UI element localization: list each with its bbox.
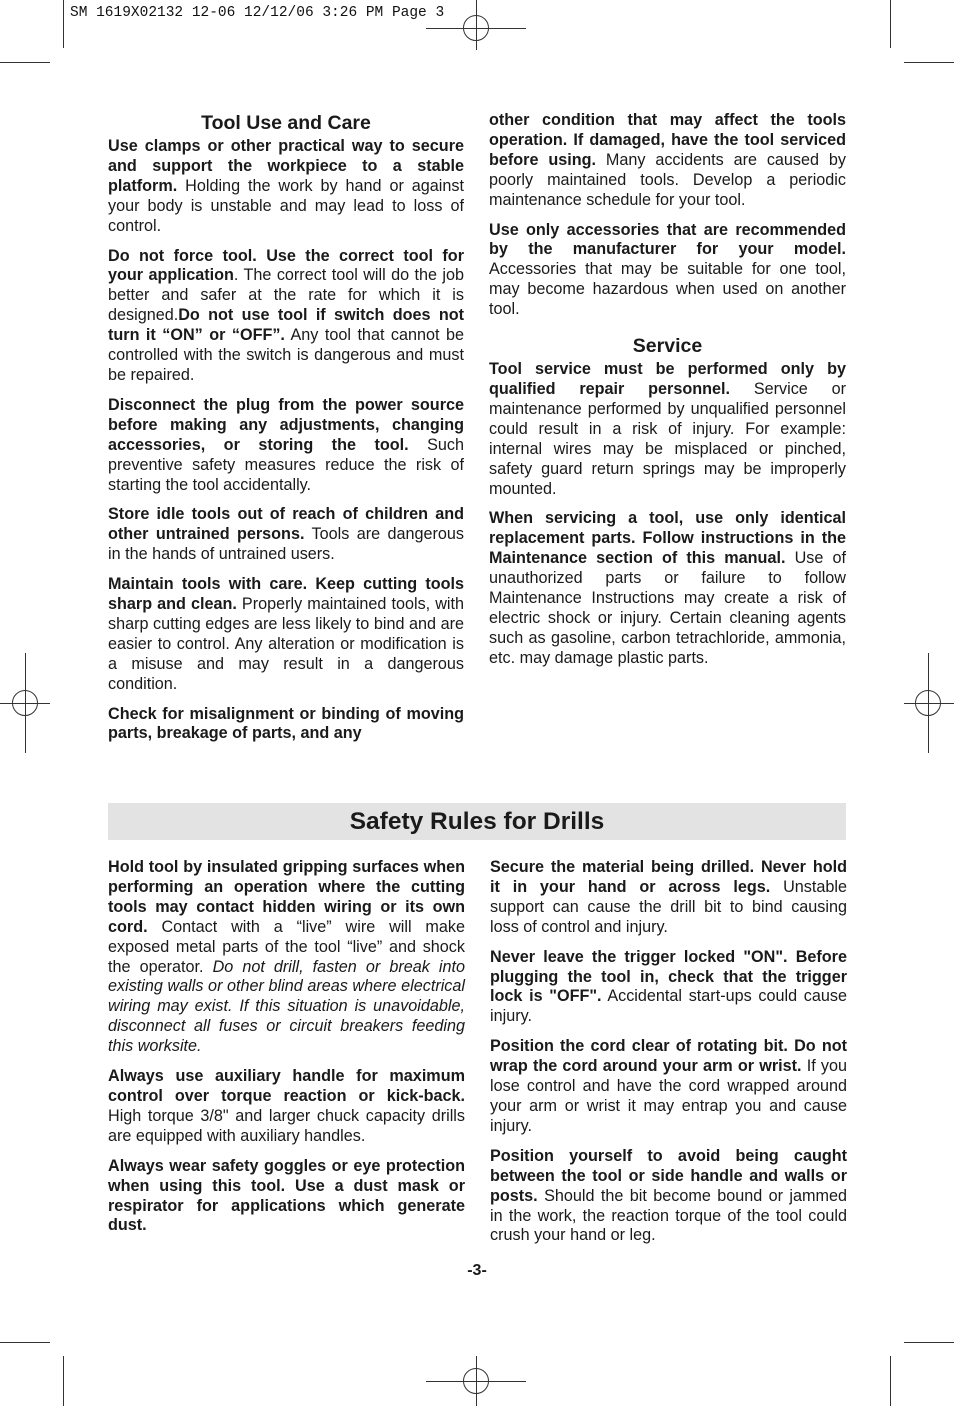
crop-mark bbox=[0, 62, 50, 63]
paragraph: other condition that may affect the tools operation. If damaged, have the tool serviced before using. Many accidents are caused by poorly maintained tools. Develop a periodic maintenance schedule for your tool. bbox=[489, 111, 846, 209]
crop-mark bbox=[63, 1356, 64, 1406]
paragraph: Position the cord clear of rotating bit. Do not wrap the cord around your arm or wrist. If you lose control and have the cord wrapped around your arm or wrist it may entrap you and cause injury. bbox=[490, 1037, 847, 1135]
paragraph: Tool service must be performed only by qualified repair personnel. Service or maintenance performed by unqualified personnel could result in a risk of injury. For example: internal wires may be misplaced or pinched, safety guard return springs may be improperly mounted. bbox=[489, 360, 846, 498]
registration-circle bbox=[463, 1368, 489, 1394]
registration-circle bbox=[12, 690, 38, 716]
paragraph: Hold tool by insulated gripping surfaces when performing an operation where the cutting tools may contact hidden wiring or its own cord. Contact with a “live” wire will make exposed metal parts of the tool “live” and shock the operator. Do not drill, fasten or break into existing walls or other blind areas where electrical wiring may exist. If this situation is unavoidable, disconnect all fuses or circuit breakers feeding this worksite. bbox=[108, 858, 465, 1056]
crop-mark bbox=[890, 0, 891, 48]
paragraph: Check for misalignment or binding of moving parts, breakage of parts, and any bbox=[108, 704, 464, 743]
paragraph: Use only accessories that are recommended by the manufacturer for your model. Accessories that may be suitable for one tool, may become hazardous when used on another tool. bbox=[489, 220, 846, 319]
registration-circle bbox=[915, 690, 941, 716]
crop-mark bbox=[890, 1356, 891, 1406]
tool-use-column bbox=[108, 111, 464, 754]
crop-mark bbox=[63, 0, 64, 48]
paragraph: Always wear safety goggles or eye protection when using this tool. Use a dust mask or respirator for applications which generate dust. bbox=[108, 1156, 465, 1235]
paragraph: Maintain tools with care. Keep cutting tools sharp and clean. Properly maintained tools, with sharp cutting edges are less likely to bind and are easier to control. Any alteration or modification is a misuse and may result in a dangerous condition. bbox=[108, 575, 465, 693]
safety-rules-banner bbox=[108, 803, 846, 840]
crop-mark bbox=[0, 1342, 50, 1343]
service-heading: Service bbox=[632, 335, 703, 358]
printer-slug: SM 1619X02132 12-06 12/12/06 3:26 PM Page 3 bbox=[70, 5, 445, 21]
paragraph: Disconnect the plug from the power source before making any adjustments, changing accessories, or storing the tool. Such preventive safety measures reduce the risk of starting the tool accidentally. bbox=[108, 395, 464, 494]
drills-left-column bbox=[108, 858, 465, 1246]
crop-mark bbox=[904, 62, 954, 63]
service-column bbox=[489, 111, 846, 679]
paragraph: Do not force tool. Use the correct tool for your application. The correct tool will do the job better and safer at the rate for which it is designed.Do not use tool if switch does not turn it “ON” or “OFF”. Any tool that cannot be controlled with the switch is dangerous and must be repaired. bbox=[108, 246, 464, 384]
paragraph: Position yourself to avoid being caught between the tool or side handle and walls or posts. Should the bit become bound or jammed in the work, the reaction torque of the tool could crush your hand or leg. bbox=[490, 1146, 847, 1245]
paragraph: Use clamps or other practical way to secure and support the workpiece to a stable platform. Holding the work by hand or against your body is unstable and may lead to loss of control. bbox=[108, 137, 464, 235]
crop-mark bbox=[904, 1342, 954, 1343]
page-number: -3- bbox=[467, 1262, 487, 1279]
registration-circle bbox=[463, 15, 489, 41]
paragraph: Never leave the trigger locked "ON". Before plugging the tool in, check that the trigger lock is "OFF". Accidental start-ups could cause injury. bbox=[490, 947, 847, 1026]
paragraph: When servicing a tool, use only identical replacement parts. Follow instructions in the Maintenance section of this manual. Use of unauthorized parts or failure to follow Maintenance Instructions may create a risk of electric shock or injury. Certain cleaning agents such as gasoline, carbon tetrachloride, ammonia, etc. may damage plastic parts. bbox=[489, 509, 846, 667]
banner-title: Safety Rules for Drills bbox=[349, 807, 605, 835]
drills-right-column bbox=[490, 858, 847, 1256]
tool-use-heading: Tool Use and Care bbox=[201, 112, 371, 134]
paragraph: Secure the material being drilled. Never hold it in your hand or across legs. Unstable support can cause the drill bit to bind causing loss of control and injury. bbox=[490, 858, 847, 936]
paragraph: Always use auxiliary handle for maximum control over torque reaction or kick-back. High torque 3/8" and larger chuck capacity drills are equipped with auxiliary handles. bbox=[108, 1067, 465, 1145]
paragraph: Store idle tools out of reach of children and other untrained persons. Tools are dangerous in the hands of untrained users. bbox=[108, 505, 464, 564]
